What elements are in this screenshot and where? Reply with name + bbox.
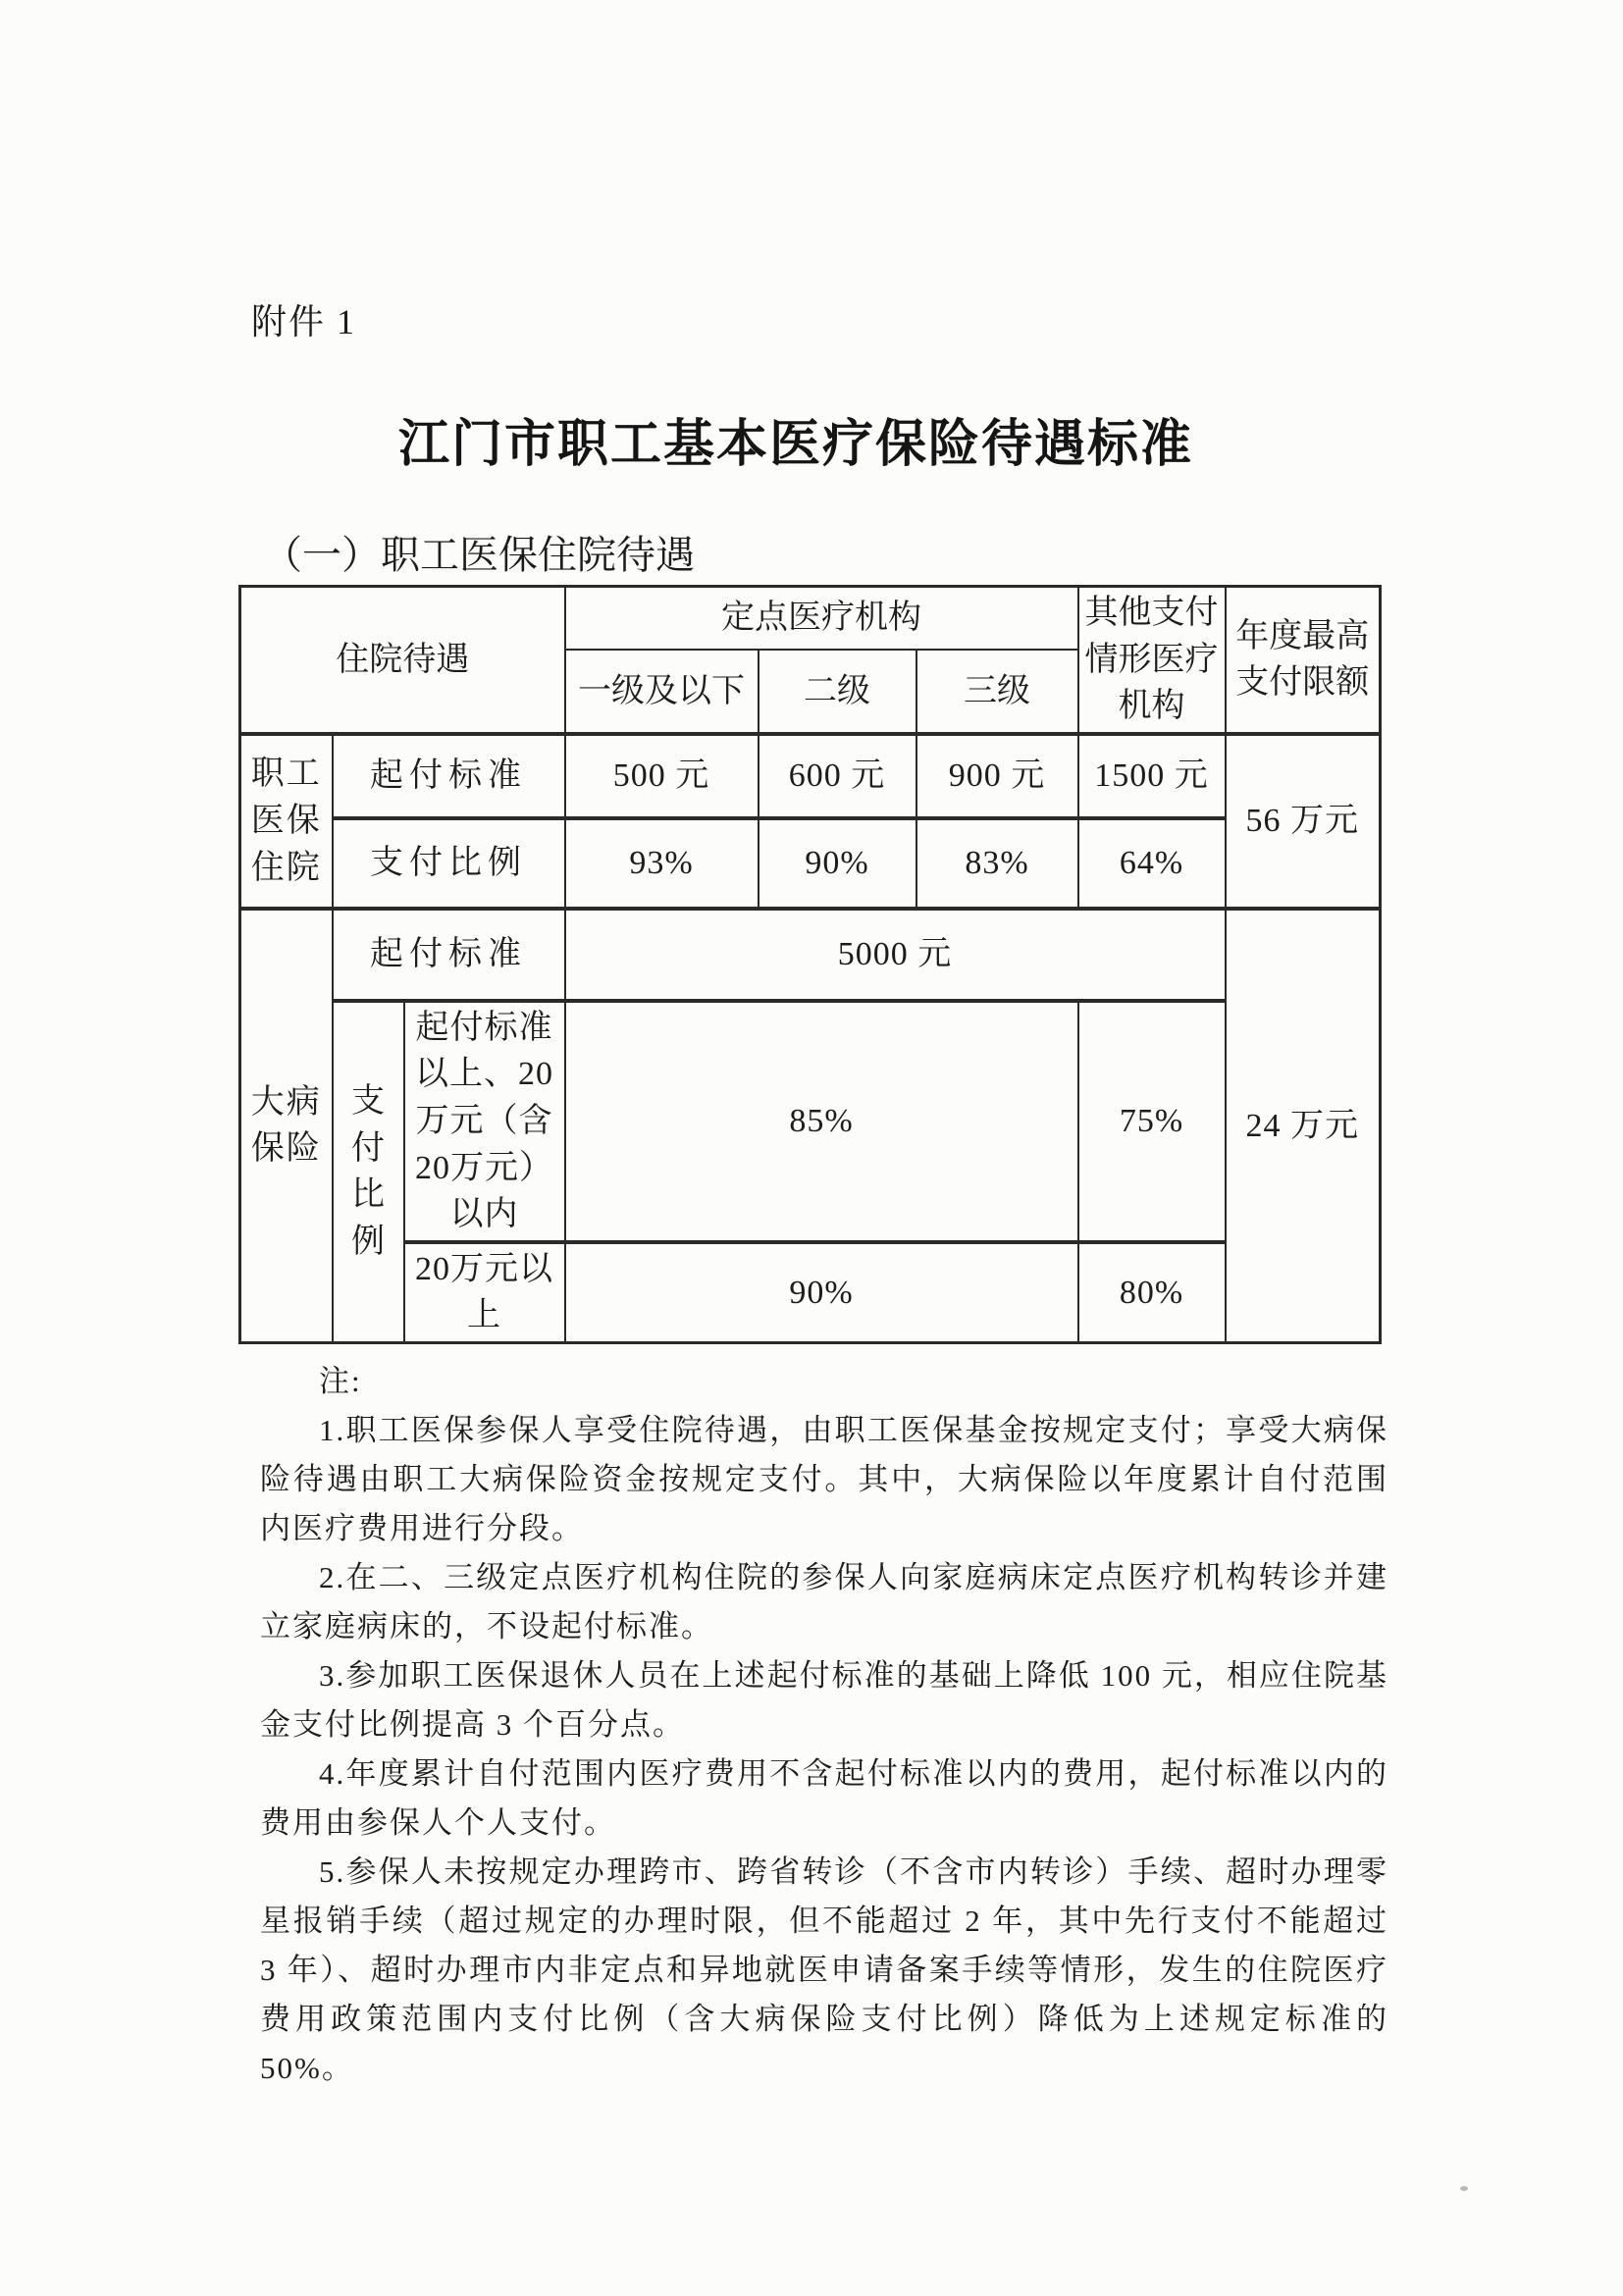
document-title: 江门市职工基本医疗保险待遇标准 (398, 417, 1194, 473)
employee-annual-cap: 56 万元 (1226, 734, 1381, 909)
critical-annual-cap: 24 万元 (1226, 909, 1381, 1343)
employee-deductible-tier3: 900 元 (916, 734, 1078, 818)
header-tier-1: 一级及以下 (565, 650, 759, 733)
header-tier-3: 三级 (916, 650, 1078, 733)
note-item-2: 2.在二、三级定点医疗机构住院的参保人向家庭病床定点医疗机构转诊并建立家庭病床的，不设起付标准。 (260, 1560, 1388, 1644)
note-item-4: 4.年度累计自付范围内医疗费用不含起付标准以内的费用，起付标准以内的费用由参保人个人支付。 (260, 1756, 1388, 1840)
benefits-table (238, 585, 1382, 1344)
critical-band1-label: 起付标准以上、20万元（含20万元）以内 (404, 1001, 565, 1242)
employee-ratio-tier2: 90% (759, 818, 916, 909)
employee-deductible-row (240, 734, 1381, 818)
employee-deductible-tier2: 600 元 (759, 734, 916, 818)
group-critical-illness: 大病保险 (240, 909, 333, 1343)
note-item-5: 5.参保人未按规定办理跨市、跨省转诊（不含市内转诊）手续、超时办理零星报销手续（超过规定的办理时限，但不能超过 2 年，其中先行支付不能超过 3 年）、超时办理市内非定点和异地就医申请备案手续等情形，发生的住院医疗费用政策范围内支付比例（含大病保险支付比例）降低为上述规定标准的 50%。 (260, 1854, 1388, 2085)
critical-band2-label: 20万元以上 (404, 1242, 565, 1343)
critical-band1-other: 75% (1078, 1001, 1226, 1242)
table-header-row-1 (240, 587, 1381, 651)
employee-ratio-tier1: 93% (565, 818, 759, 909)
employee-ratio-row (240, 818, 1381, 909)
notes-section (260, 1357, 1388, 2093)
employee-ratio-other: 64% (1078, 818, 1226, 909)
critical-band1-designated: 85% (565, 1001, 1078, 1242)
critical-deductible-row (240, 909, 1381, 1001)
critical-band1-row (240, 1001, 1381, 1242)
employee-deductible-other: 1500 元 (1078, 734, 1226, 818)
employee-ratio-tier3: 83% (916, 818, 1078, 909)
critical-band2-other: 80% (1078, 1242, 1226, 1343)
group-employee-insurance: 职工医保住院 (240, 734, 333, 909)
employee-ratio-label: 支付比例 (333, 818, 565, 909)
critical-ratio-label: 支付比例 (333, 1001, 404, 1343)
header-annual-max-limit: 年度最高支付限额 (1226, 587, 1381, 734)
notes-label: 注: (319, 1364, 362, 1398)
employee-deductible-tier1: 500 元 (565, 734, 759, 818)
section-heading: （一）职工医保住院待遇 (263, 533, 695, 577)
header-hospitalization-treatment: 住院待遇 (240, 587, 565, 734)
header-tier-2: 二级 (759, 650, 916, 733)
header-designated-institutions: 定点医疗机构 (565, 587, 1078, 651)
critical-band2-row (240, 1242, 1381, 1343)
critical-band2-designated: 90% (565, 1242, 1078, 1343)
employee-deductible-label: 起付标准 (333, 734, 565, 818)
note-item-1: 1.职工医保参保人享受住院待遇，由职工医保基金按规定支付；享受大病保险待遇由职工大病保险资金按规定支付。其中，大病保险以年度累计自付范围内医疗费用进行分段。 (260, 1413, 1388, 1545)
critical-deductible-label: 起付标准 (333, 909, 565, 1001)
critical-deductible-value: 5000 元 (565, 909, 1226, 1001)
header-other-payment-institutions: 其他支付情形医疗机构 (1078, 587, 1226, 734)
attachment-label: 附件 1 (251, 302, 357, 341)
note-item-3: 3.参加职工医保退休人员在上述起付标准的基础上降低 100 元，相应住院基金支付比例提高 3 个百分点。 (260, 1658, 1388, 1742)
scan-artifact-dot (1460, 2186, 1468, 2191)
